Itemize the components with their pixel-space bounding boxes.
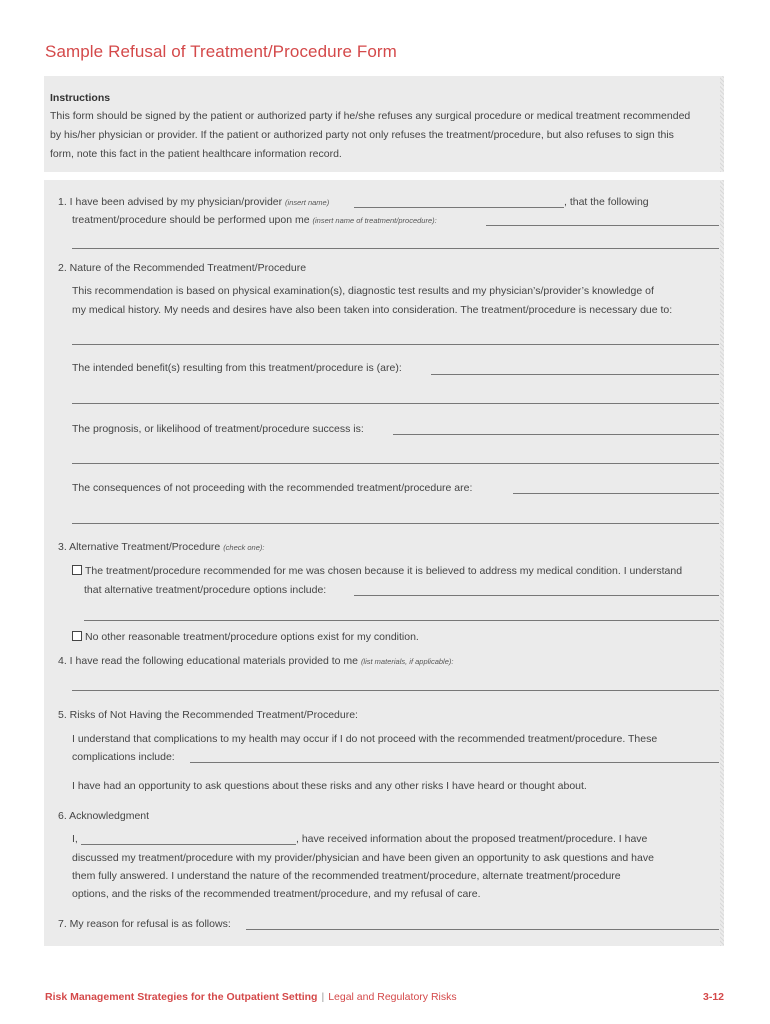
item1-line1: 1. I have been advised by my physician/provider (insert name) (58, 196, 330, 208)
instructions-box (44, 76, 724, 172)
page-title: Sample Refusal of Treatment/Procedure Form (45, 42, 397, 61)
patient-name-field[interactable] (81, 844, 296, 845)
checkbox[interactable] (72, 631, 82, 641)
checkbox[interactable] (72, 565, 82, 575)
alternative-option-2[interactable]: No other reasonable treatment/procedure options exist for my condition. (72, 631, 419, 643)
item4-text: 4. I have read the following educational materials provided to me (list materials, if applicable): (58, 655, 454, 667)
materials-field[interactable] (72, 690, 719, 691)
acknowledgment-line: them fully answered. I understand the nature of the recommended treatment/procedure, alternate treatment/procedure (72, 870, 621, 882)
instructions-heading: Instructions (50, 92, 111, 104)
benefit-label: The intended benefit(s) resulting from this treatment/procedure is (are): (72, 362, 402, 374)
instructions-text (50, 107, 718, 164)
item2-heading: 2. Nature of the Recommended Treatment/Procedure (58, 262, 307, 274)
physician-name-field[interactable] (354, 207, 564, 208)
acknowledgment-i: I, (72, 833, 78, 845)
item7-text: 7. My reason for refusal is as follows: (58, 918, 231, 930)
instructions-line: by his/her physician or provider. If the patient or authorized party not only refuses the treatment/procedure, but also refuses to sign this (50, 129, 674, 141)
prognosis-field-2[interactable] (72, 463, 719, 464)
consequences-field-2[interactable] (72, 523, 719, 524)
item5-heading: 5. Risks of Not Having the Recommended Treatment/Procedure: (58, 709, 358, 721)
item5-line: I have had an opportunity to ask questions about these risks and any other risks I have heard or thought about. (72, 780, 587, 792)
alternative-option-1-line2: that alternative treatment/procedure options include: (84, 584, 327, 596)
instructions-line: form, note this fact in the patient healthcare information record. (50, 148, 342, 160)
item1-following: , that the following (564, 196, 649, 208)
alternatives-field[interactable] (354, 595, 719, 596)
prognosis-field[interactable] (393, 434, 719, 435)
refusal-reason-field[interactable] (246, 929, 719, 930)
item2-para-line: This recommendation is based on physical examination(s), diagnostic test results and my physician’s/provider’s knowledge of (72, 285, 654, 297)
footer-book-title: Risk Management Strategies for the Outpatient Setting (45, 991, 318, 1003)
item2-para-line: my medical history. My needs and desires have also been taken into consideration. The treatment/procedure is necessary due to: (72, 304, 673, 316)
item6-heading: 6. Acknowledgment (58, 810, 150, 822)
acknowledgment-line: discussed my treatment/procedure with my provider/physician and have been given an opportunity to ask questions and have (72, 852, 654, 864)
acknowledgment-line: options, and the risks of the recommended treatment/procedure, and my refusal of care. (72, 888, 481, 900)
benefit-field-2[interactable] (72, 403, 719, 404)
footer-separator: | (321, 991, 325, 1003)
footer (45, 991, 457, 1003)
acknowledgment-line: , have received information about the proposed treatment/procedure. I have (296, 833, 648, 845)
prognosis-label: The prognosis, or likelihood of treatment/procedure success is: (72, 423, 364, 435)
item3-heading: 3. Alternative Treatment/Procedure (check one): (58, 541, 265, 553)
item5-line: I understand that complications to my health may occur if I do not proceed with the recommended treatment/procedure. These (72, 733, 658, 745)
item1-line2: treatment/procedure should be performed upon me (insert name of treatment/procedure): (72, 214, 437, 226)
consequences-label: The consequences of not proceeding with the recommended treatment/procedure are: (72, 482, 473, 494)
complications-field[interactable] (190, 762, 719, 763)
form-body (44, 180, 724, 946)
alternative-option-1[interactable]: The treatment/procedure recommended for me was chosen because it is believed to address my medical condition. I understand (72, 565, 682, 577)
alternatives-field-2[interactable] (84, 620, 719, 621)
instructions-line: This form should be signed by the patient or authorized party if he/she refuses any surgical procedure or medical treatment recommended (50, 110, 691, 122)
footer-section: Legal and Regulatory Risks (328, 991, 457, 1003)
treatment-name-field[interactable] (486, 225, 719, 226)
benefit-field[interactable] (431, 374, 719, 375)
page-number: 3-12 (702, 991, 724, 1003)
complications-label: complications include: (72, 751, 175, 763)
necessity-field[interactable] (72, 344, 719, 345)
treatment-name-field-2[interactable] (72, 248, 719, 249)
consequences-field[interactable] (513, 493, 719, 494)
